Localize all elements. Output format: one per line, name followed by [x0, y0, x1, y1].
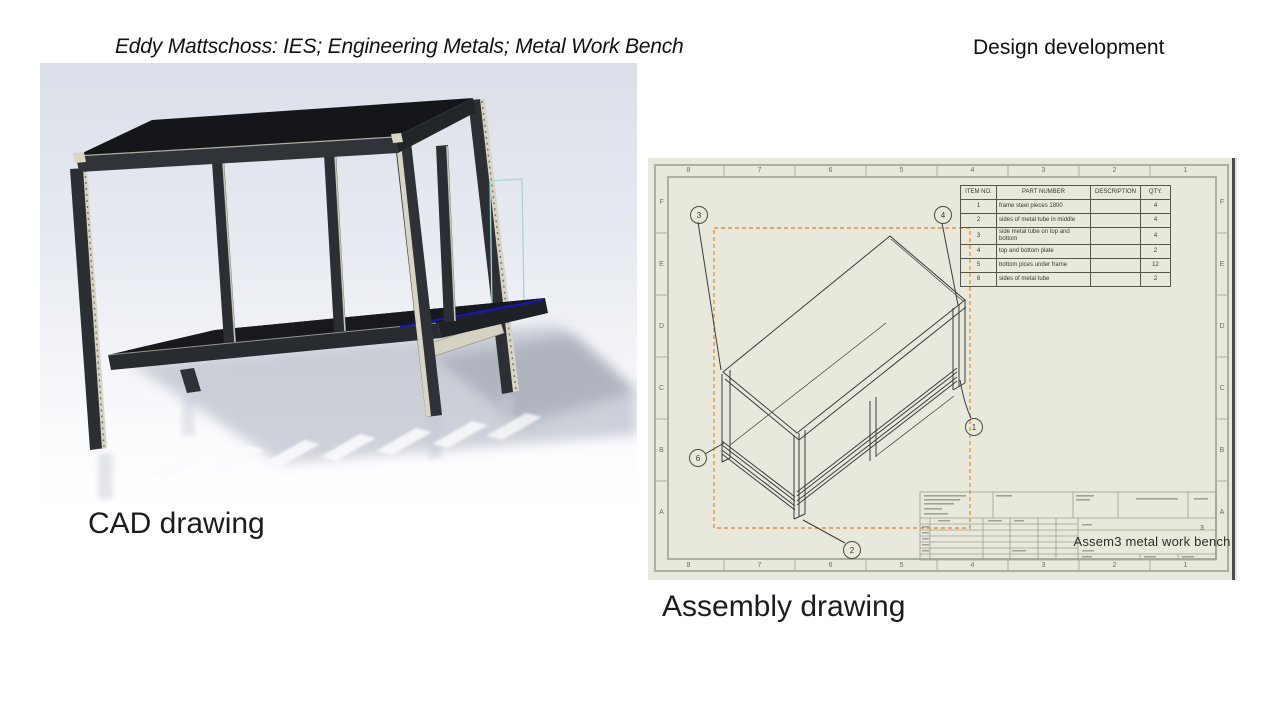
title-block	[920, 492, 1216, 560]
assembly-drawing-figure	[648, 158, 1237, 580]
zone-label: 4	[970, 167, 975, 174]
bom-table	[960, 185, 1171, 287]
sheet-rev-mark: 3	[1200, 525, 1204, 532]
bom-description	[1091, 273, 1141, 287]
cad-render-image	[40, 63, 637, 513]
bom-description	[1091, 214, 1141, 228]
bom-item-no: 2	[961, 214, 997, 228]
sheet-right-edge	[1232, 158, 1235, 580]
bom-item-no: 5	[961, 259, 997, 273]
bom-part-number: side metal tube on top and bottom	[997, 228, 1091, 245]
bom-header-cell: PART NUMBER	[997, 186, 1091, 200]
bom-row	[961, 214, 1171, 228]
bom-item-no: 3	[961, 228, 997, 245]
bom-header-row	[961, 186, 1171, 200]
zone-label: 7	[757, 167, 762, 174]
bom-header-cell: QTY.	[1141, 186, 1171, 200]
balloon-3: 3	[690, 206, 708, 224]
zone-label: 6	[828, 562, 833, 569]
zone-label: D	[1219, 322, 1225, 330]
zone-labels-right	[1216, 171, 1228, 543]
zone-label: D	[658, 322, 665, 330]
zone-labels-top	[653, 164, 1221, 177]
zone-label: 3	[1041, 562, 1046, 569]
zone-label: B	[1219, 446, 1225, 454]
zone-label: 8	[686, 562, 691, 569]
zone-labels-bottom	[653, 559, 1221, 572]
zone-label: F	[1219, 198, 1225, 206]
bom-part-number: sides of metal tube	[997, 273, 1091, 287]
balloon-4: 4	[934, 206, 952, 224]
zone-label: 2	[1112, 167, 1117, 174]
bom-row	[961, 200, 1171, 214]
zone-label: 8	[686, 167, 691, 174]
bom-row	[961, 259, 1171, 273]
bom-row	[961, 273, 1171, 287]
zone-label: 6	[828, 167, 833, 174]
zone-label: 5	[899, 562, 904, 569]
zone-label: A	[1219, 508, 1225, 516]
zone-label: A	[659, 508, 664, 516]
balloon-6: 6	[689, 449, 707, 467]
bom-row	[961, 245, 1171, 259]
zone-label: 2	[1112, 562, 1117, 569]
cad-render-figure	[40, 63, 637, 513]
balloon-1: 1	[965, 418, 983, 436]
bom-part-number: frame steel pieces 1800	[997, 200, 1091, 214]
bom-item-no: 6	[961, 273, 997, 287]
sheet-title: Assem3 metal work bench	[1073, 534, 1231, 549]
zone-label: 1	[1183, 562, 1188, 569]
bom-qty: 2	[1141, 273, 1171, 287]
slide-header-right-label: Design development	[973, 36, 1165, 59]
bom-description	[1091, 245, 1141, 259]
zone-label: B	[659, 446, 664, 454]
bom-part-number: sides of metal tube in middle	[997, 214, 1091, 228]
zone-label: E	[1219, 260, 1225, 268]
zone-label: 7	[757, 562, 762, 569]
assembly-caption: Assembly drawing	[662, 590, 906, 623]
bom-qty: 4	[1141, 200, 1171, 214]
zone-label: E	[659, 260, 664, 268]
selection-box	[714, 228, 970, 528]
slide-header-title: Eddy Mattschoss: IES; Engineering Metals; Metal Work Bench	[115, 35, 684, 58]
bom-description	[1091, 228, 1141, 245]
bom-qty: 4	[1141, 228, 1171, 245]
zone-label: 4	[970, 562, 975, 569]
bom-row	[961, 228, 1171, 245]
bom-header-cell: ITEM NO.	[961, 186, 997, 200]
balloon-2: 2	[843, 541, 861, 559]
bom-description	[1091, 259, 1141, 273]
zone-labels-left	[655, 171, 668, 543]
bom-description	[1091, 200, 1141, 214]
bench-line-drawing	[722, 236, 966, 519]
zone-label: F	[659, 198, 664, 206]
bom-part-number: top and bottom plate	[997, 245, 1091, 259]
zone-label: 3	[1041, 167, 1046, 174]
bom-part-number: bottom pices under frame	[997, 259, 1091, 273]
zone-label: C	[1219, 384, 1225, 392]
zone-label: C	[658, 384, 665, 392]
bom-qty: 12	[1141, 259, 1171, 273]
bom-qty: 4	[1141, 214, 1171, 228]
bom-item-no: 4	[961, 245, 997, 259]
bom-qty: 2	[1141, 245, 1171, 259]
bom-body	[961, 200, 1171, 287]
bom-header-cell: DESCRIPTION	[1091, 186, 1141, 200]
zone-label: 5	[899, 167, 904, 174]
bom-item-no: 1	[961, 200, 997, 214]
zone-label: 1	[1183, 167, 1188, 174]
cad-caption: CAD drawing	[88, 507, 265, 540]
